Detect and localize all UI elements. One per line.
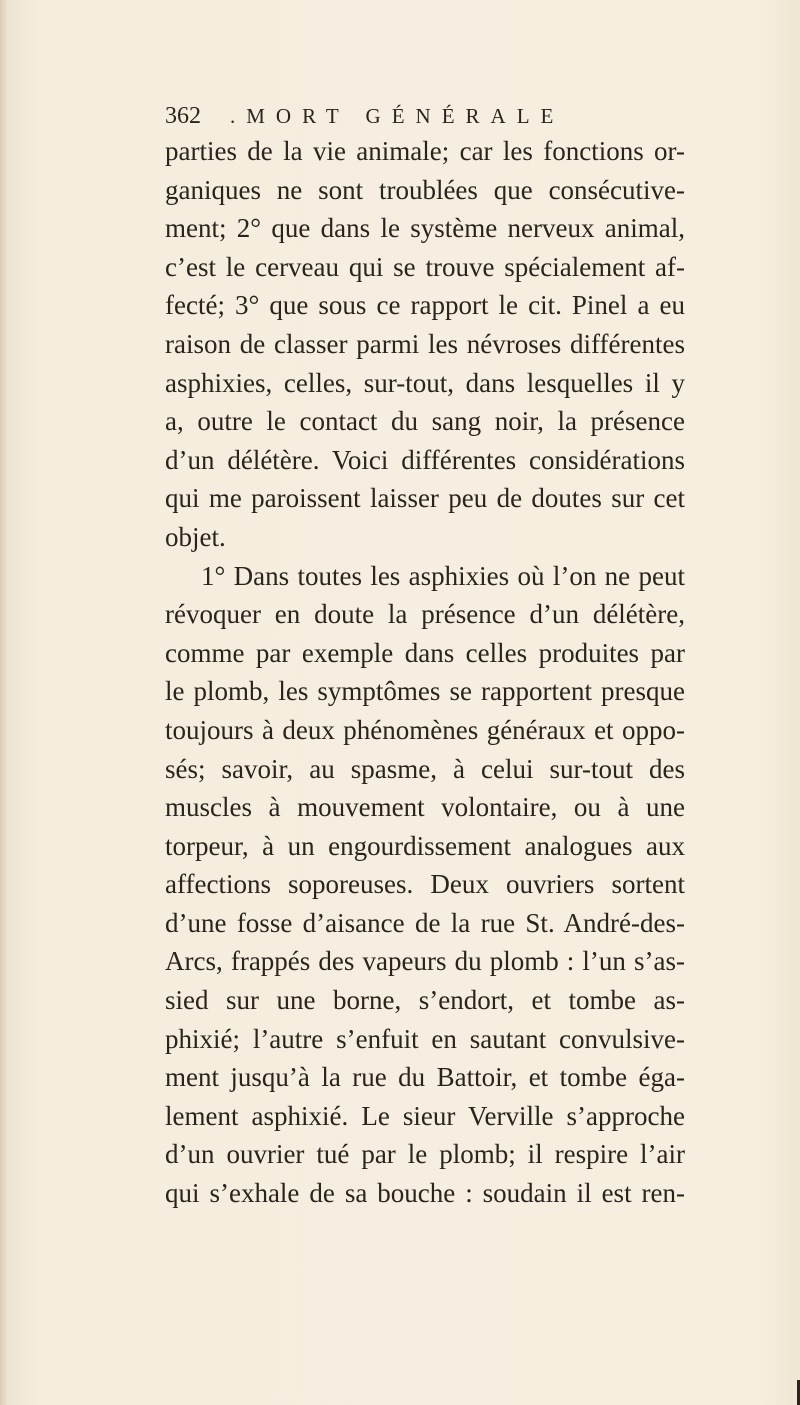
text-line: raison de classer parmi les névroses différentes [165,328,685,359]
text-line: révoquer en doute la présence d’un délétère, [165,599,685,630]
text-line: Arcs, frappés des vapeurs du plomb : l’un s’as- [165,946,685,977]
text-line: fecté; 3° que sous ce rapport le cit. Pinel a eu [165,290,685,321]
text-line: phixié; l’autre s’enfuit en sautant convulsive- [165,1023,685,1054]
text-line: affections soporeuses. Deux ouvriers sortent [165,869,685,900]
paragraph-end-line: objet. [165,521,226,552]
text-line: sied sur une borne, s’endort, et tombe as- [165,985,685,1016]
text-line: sés; savoir, au spasme, à celui sur-tout des [165,753,685,784]
body-text [165,132,685,1213]
running-title: .MORT GÉNÉRALE [230,104,565,128]
text-line: muscles à mouvement volontaire, ou à une [165,792,685,823]
text-line: asphixies, celles, sur-tout, dans lesquelles il y [165,367,685,398]
text-line: torpeur, à un engourdissement analogues aux [165,830,685,861]
text-line: a, outre le contact du sang noir, la présence [165,406,685,437]
text-line: d’un ouvrier tué par le plomb; il respire l’air [165,1139,685,1170]
text-line: d’une fosse d’aisance de la rue St. André-des- [165,907,685,938]
text-line: parties de la vie animale; car les fonctions or- [165,136,685,166]
text-line: c’est le cerveau qui se trouve spécialement af- [165,251,685,282]
text-line: d’un délétère. Voici différentes considérations [165,444,685,475]
text-line: comme par exemple dans celles produites par [165,637,685,668]
text-line: ganiques ne sont troublées que consécutive- [165,174,685,205]
text-line: toujours à deux phénomènes généraux et oppo- [165,714,685,745]
page-binding-edge [0,0,8,1405]
paragraph-start-line: 1° Dans toutes les asphixies où l’on ne peut [201,560,685,591]
text-line: ment jusqu’à la rue du Battoir, et tombe éga- [165,1062,685,1093]
page-header [165,96,685,136]
text-line: ment; 2° que dans le système nerveux animal, [165,213,685,244]
text-line: qui s’exhale de sa bouche : soudain il est ren- [165,1178,685,1209]
text-line: le plomb, les symptômes se rapportent presque [165,676,685,707]
text-line: lement asphixié. Le sieur Verville s’approche [165,1100,685,1131]
page-number: 362 [165,103,201,129]
text-line: qui me paroissent laisser peu de doutes sur cet [165,483,685,514]
